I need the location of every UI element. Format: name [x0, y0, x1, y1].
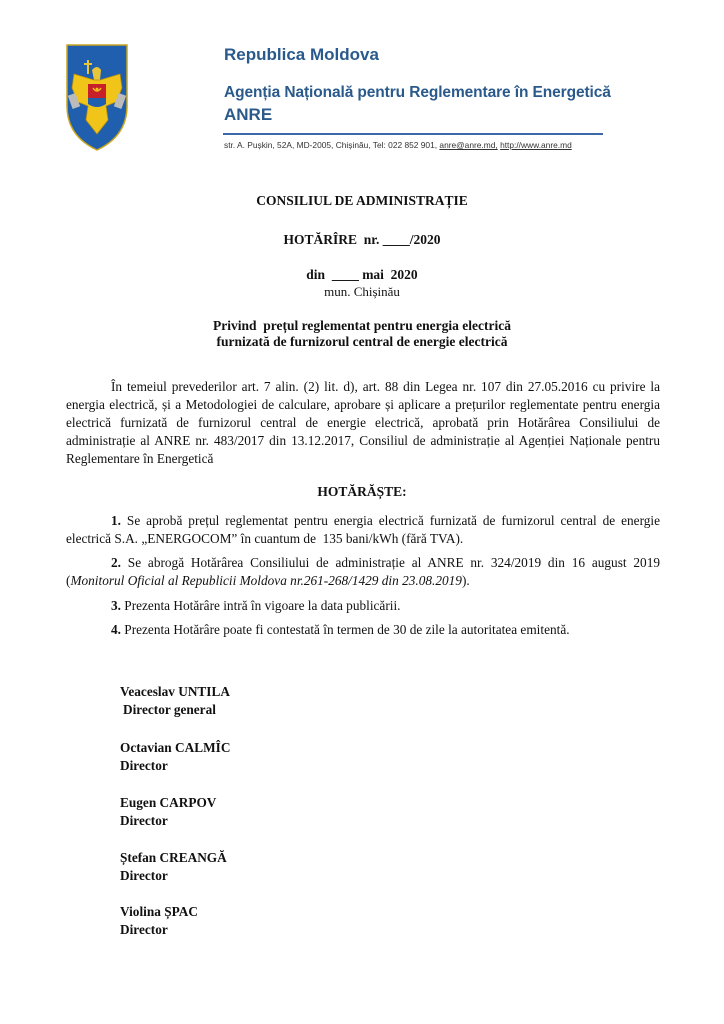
article-number: 2. [111, 555, 121, 570]
country-name: Republica Moldova [224, 45, 379, 64]
signatory-role: Director general [123, 702, 216, 717]
article-2 [66, 554, 660, 590]
signatory-name: Eugen CARPOV [120, 795, 217, 810]
article-text: Se abrogă Hotărârea Consiliului de administrație al ANRE nr. 324/2019 din 16 august 2019 ( [66, 555, 660, 588]
article-1 [66, 512, 664, 548]
signatory [120, 739, 230, 775]
decides-heading: HOTĂRĂȘTE: [317, 484, 407, 499]
article-text: Prezenta Hotărâre poate fi contestată în termen de 30 de zile la autoritatea emitentă. [120, 622, 570, 637]
official-gazette-reference: Monitorul Oficial al Republicii Moldova nr.261-268/1429 din 23.08.2019 [70, 573, 462, 588]
article-3 [66, 597, 660, 615]
article-text: Se aprobă prețul reglementat pentru energia electrică furnizată de furnizorul central de energie electrică S.A. „ENERGOCOM” în cuantum de 135 bani/kWh (fără TVA). [66, 513, 664, 546]
address: str. A. Pușkin, 52A, MD-2005, Chișinău, Tel: 022 852 901, [224, 140, 438, 150]
signatory-name: Octavian CALMÎC [120, 740, 231, 755]
subject-line-1: Privind prețul reglementat pentru energia electrică [213, 318, 511, 333]
article-text-tail: ). [461, 573, 470, 588]
website-link[interactable]: http://www.anre.md [500, 140, 572, 150]
signatory-role: Director [120, 868, 168, 883]
signatory [120, 903, 198, 939]
contact-line [224, 140, 572, 150]
article-number: 3. [111, 598, 121, 613]
signatory-role: Director [120, 758, 168, 773]
decision-place: mun. Chișinău [324, 284, 400, 299]
signatory-role: Director [120, 922, 168, 937]
signatory [120, 794, 216, 830]
article-text: Prezenta Hotărâre intră în vigoare la data publicării. [120, 598, 401, 613]
signatory-name: Ștefan CREANGĂ [120, 850, 227, 865]
signatory-name: Violina ȘPAC [120, 904, 198, 919]
article-4 [66, 621, 660, 639]
email-link[interactable]: anre@anre.md, [439, 140, 498, 150]
coat-of-arms-icon [66, 44, 128, 152]
agency-acronym: ANRE [224, 105, 273, 124]
header-divider [223, 133, 603, 135]
issuing-body: CONSILIUL DE ADMINISTRAȚIE [256, 193, 468, 208]
decision-title: HOTĂRÎRE nr. ____/2020 [283, 232, 441, 247]
agency-name: Agenția Națională pentru Reglementare în Energetică [224, 84, 611, 101]
letterhead [0, 0, 724, 160]
signatory [120, 849, 227, 885]
signatory-role: Director [120, 813, 168, 828]
decision-date: din ____ mai 2020 [306, 267, 418, 282]
signatory-name: Veaceslav UNTILA [120, 684, 230, 699]
signatory [120, 683, 230, 719]
preamble: În temeiul prevederilor art. 7 alin. (2) lit. d), art. 88 din Legea nr. 107 din 27.05.2016 cu privire la energia electrică, și a Metodologiei de calculare, aprobare și aplicare a prețurilor reglementate pentru energia electrică furnizată de furnizorul central de energie electrică, aprobată prin Hotărârea Consiliului de administrație al ANRE nr. 483/2017 din 13.12.2017, Consiliul de administrație al Agenției Naționale pentru Reglementare în Energetică [66, 379, 660, 466]
article-number: 1. [111, 513, 121, 528]
article-number: 4. [111, 622, 121, 637]
subject-line-2: furnizată de furnizorul central de energie electrică [216, 334, 508, 349]
